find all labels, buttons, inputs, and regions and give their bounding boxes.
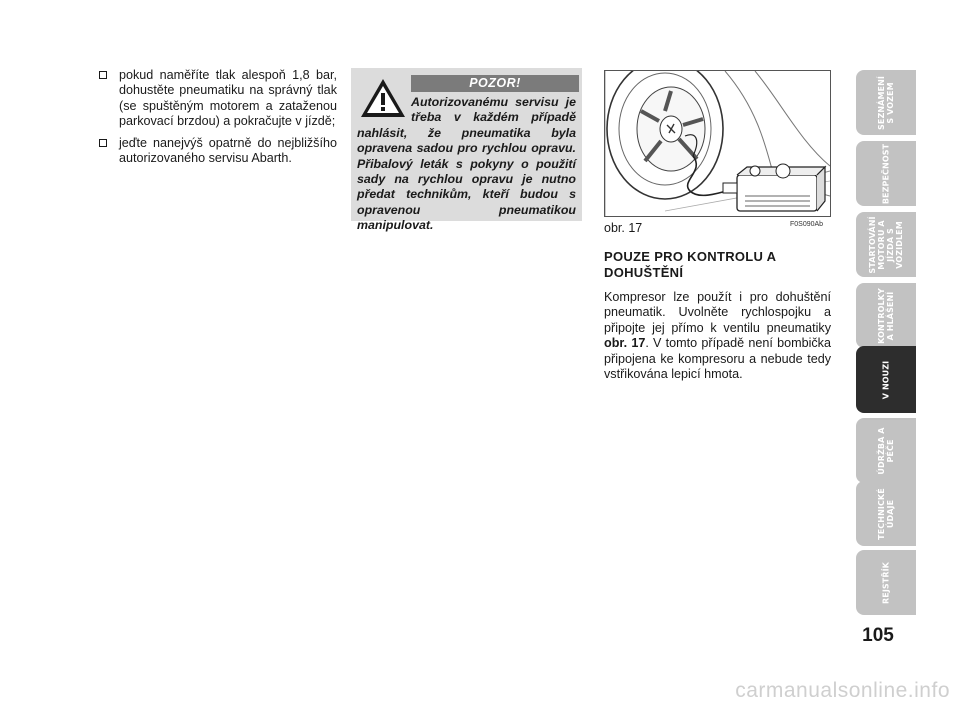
figure-caption: obr. 17	[604, 221, 643, 235]
bullet-text: jeďte nanejvýš opatrně do nejbližšího autorizovaného servisu Abarth.	[119, 135, 337, 166]
section-body-text-2: . V tomto případě není bombička připojena ke kompresoru a nebude tedy vstřikována lepicí hmota.	[604, 336, 831, 382]
tab-v-nouzi[interactable]	[856, 346, 916, 413]
list-item	[97, 136, 337, 167]
tab-label: ÚDRŽBA A PÉČE	[877, 426, 895, 475]
tab-udrzba[interactable]	[856, 418, 916, 483]
tab-bezpecnost[interactable]	[856, 141, 916, 206]
tab-technicke-udaje[interactable]	[856, 481, 916, 546]
tab-rejstrik[interactable]	[856, 550, 916, 615]
tab-label: V NOUZI	[881, 360, 891, 399]
tab-label: KONTROLKY A HLÁŠENÍ	[877, 287, 895, 344]
section-title: POUZE PRO KONTROLU A DOHUŠTĚNÍ	[604, 249, 776, 280]
page-number: 105	[862, 625, 894, 646]
warning-text: Autorizovanému servisu je třeba v každém případě nahlásit, že pneumatika byla opravena sadou pro rychlou opravu. Přibalový leták s pokyny o použití sady na rychlou opravu je nutno předat technikům, kteří budou s opravenou pneumatikou manipulovat.	[357, 95, 576, 233]
figure-illustration	[604, 70, 831, 217]
warning-box	[351, 68, 582, 233]
warning-heading: POZOR!	[411, 75, 579, 92]
section-body	[604, 290, 831, 382]
section-body-text-1: Kompresor lze použít i pro dohuštění pneumatik. Uvolněte rychlospojku a připojte jej přímo k ventilu pneumatiky	[604, 290, 831, 335]
tab-label: TECHNICKÉ ÚDAJE	[877, 487, 895, 540]
checkbox-bullet-icon	[99, 71, 107, 79]
tab-label: REJSTŘÍK	[881, 561, 891, 604]
watermark: carmanualsonline.info	[735, 679, 950, 702]
tab-label: SEZNÁMENÍ S VOZEM	[877, 75, 895, 130]
tab-seznameni[interactable]	[856, 70, 916, 135]
warning-text-block	[357, 95, 576, 234]
compressor-tire-drawing	[605, 71, 830, 216]
tab-label: BEZPEČNOST	[881, 143, 891, 204]
figure-reference: obr. 17	[604, 336, 646, 351]
list-item	[97, 68, 337, 130]
tab-label: STARTOVÁNÍ MOTORU A JÍZDA S VOZIDLEM	[868, 215, 904, 274]
tab-kontrolky[interactable]	[856, 283, 916, 348]
tab-startovani[interactable]	[856, 212, 916, 277]
figure-code: F0S090Ab	[790, 221, 824, 228]
checkbox-bullet-icon	[99, 139, 107, 147]
bullet-text: pokud naměříte tlak alespoň 1,8 bar, dohustěte pneumatiku na správný tlak (se spuštěným motorem a zataženou parkovací brzdou) a pokračujte v jízdě;	[119, 68, 337, 129]
bullet-list	[97, 68, 337, 172]
